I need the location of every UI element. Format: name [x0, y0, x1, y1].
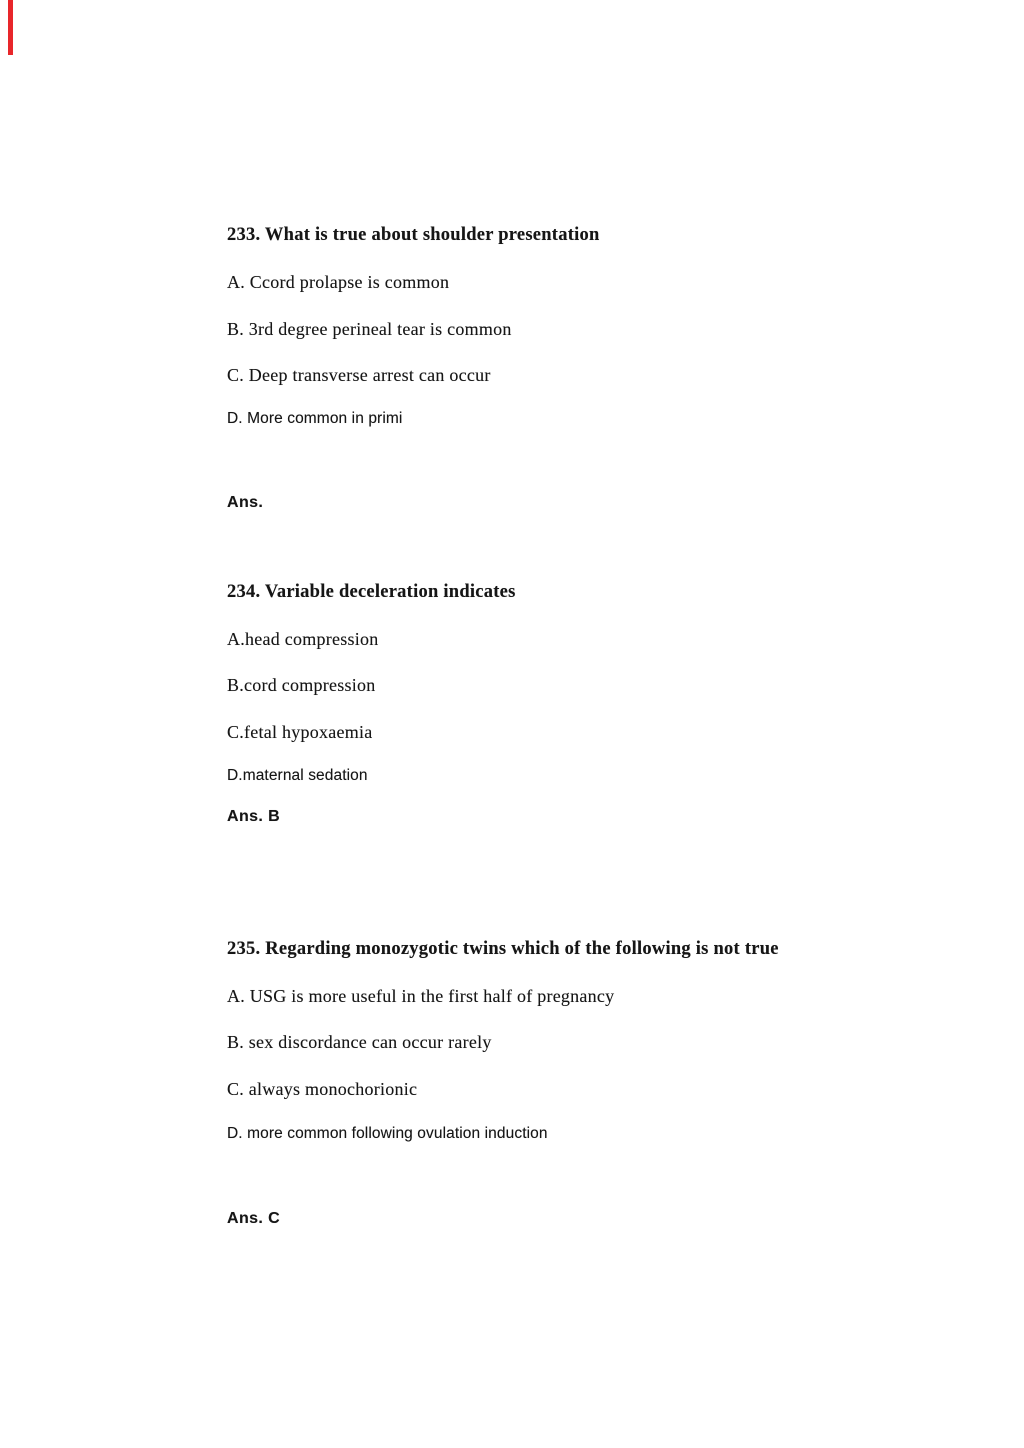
question-235-option-d: D. more common following ovulation induction	[227, 1125, 548, 1142]
question-235-title: 235. Regarding monozygotic twins which of the following is not true	[227, 939, 779, 959]
question-235-option-a: A. USG is more useful in the first half of pregnancy	[227, 986, 615, 1006]
question-233-answer: Ans.	[227, 494, 264, 511]
question-235-option-b: B. sex discordance can occur rarely	[227, 1032, 492, 1052]
question-233-option-c: C. Deep transverse arrest can occur	[227, 365, 491, 385]
question-234-answer: Ans. B	[227, 808, 281, 825]
question-234-option-b: B.cord compression	[227, 675, 376, 695]
question-234-option-d: D.maternal sedation	[227, 767, 368, 784]
question-235-option-c: C. always monochorionic	[227, 1079, 418, 1099]
question-233-option-d: D. More common in primi	[227, 410, 403, 427]
question-233-option-a: A. Ccord prolapse is common	[227, 272, 450, 292]
question-234-option-c: C.fetal hypoxaemia	[227, 722, 373, 742]
question-234-title: 234. Variable deceleration indicates	[227, 582, 516, 602]
red-edge-mark	[8, 0, 13, 55]
question-235-answer: Ans. C	[227, 1210, 281, 1227]
question-233-title: 233. What is true about shoulder presentation	[227, 225, 600, 245]
question-234-option-a: A.head compression	[227, 629, 379, 649]
question-233-option-b: B. 3rd degree perineal tear is common	[227, 319, 512, 339]
